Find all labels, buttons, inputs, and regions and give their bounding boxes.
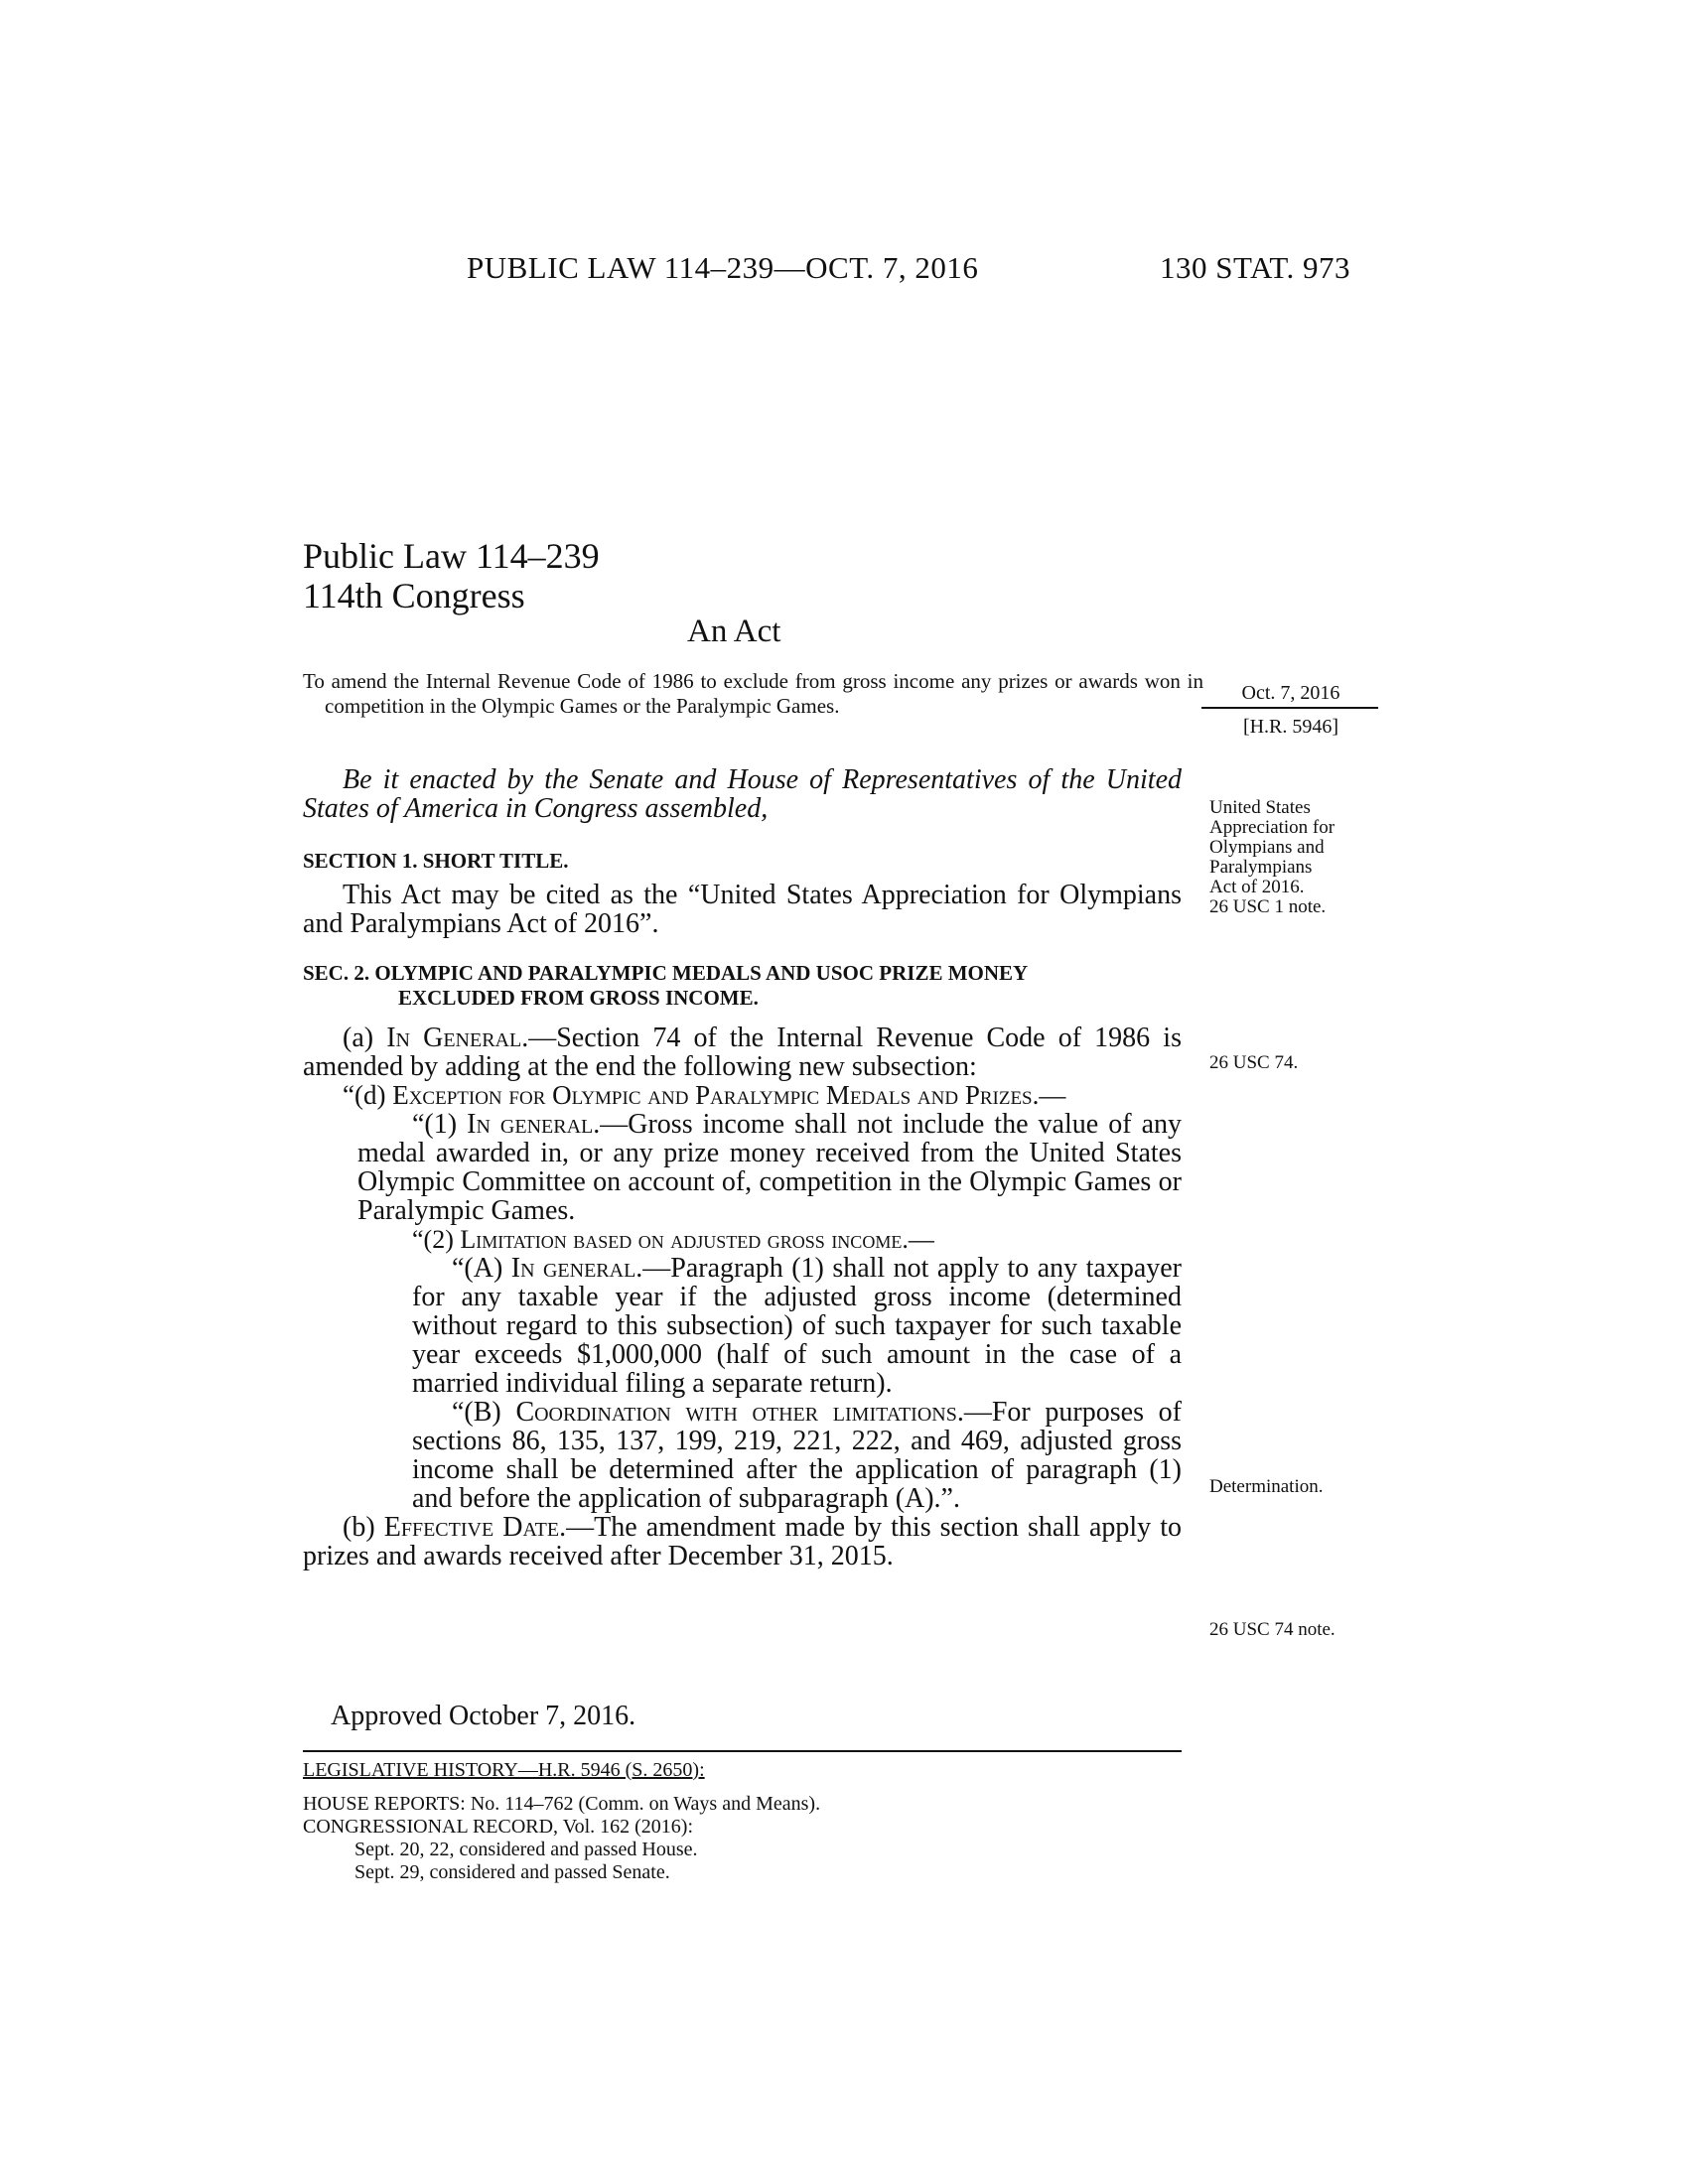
paragraph-2-text: .—: [902, 1225, 934, 1254]
subsection-b-caption: Effective Date: [383, 1512, 560, 1543]
subsection-d-caption: Exception for Olympic and Paralympic Medals and Prizes: [392, 1080, 1033, 1110]
sidebar-determination: Determination.: [1209, 1476, 1324, 1497]
congressional-record: CONGRESSIONAL RECORD, Vol. 162 (2016):: [303, 1816, 693, 1838]
section-1-text: This Act may be cited as the “United States Appreciation for Olympians and Paralympians Act of 2016”.: [303, 880, 1182, 939]
sidebar-enactment-date: Oct. 7, 2016: [1241, 682, 1340, 704]
paragraph-1-caption: In general: [467, 1109, 594, 1140]
subparagraph-B-label: “(B): [452, 1397, 516, 1428]
paragraph-1-text: .—Gross income shall not include the value of any medal awarded in, or any prize money received from the United States Olympic Committee on account of, competition in the Olympic Games or Paralympic Games.: [357, 1109, 1183, 1226]
subparagraph-A: [303, 1254, 1182, 1398]
approval-date: Approved October 7, 2016.: [331, 1701, 636, 1731]
sidebar-usc-74: 26 USC 74.: [1209, 1052, 1299, 1073]
subparagraph-B-caption: Coordination with other limitations: [515, 1397, 957, 1428]
subparagraph-A-label: “(A): [452, 1253, 511, 1284]
running-header-title: PUBLIC LAW 114–239—OCT. 7, 2016: [467, 250, 979, 285]
an-act-heading: An Act: [687, 614, 781, 649]
sidebar-short-title-note: [1209, 798, 1388, 917]
history-entry: Sept. 29, considered and passed Senate.: [354, 1861, 670, 1883]
sidebar-note-line: 26 USC 1 note.: [1209, 896, 1327, 917]
subsection-a-text: .—Section 74 of the Internal Revenue Code of 1986 is amended by adding at the end the following new subsection:: [303, 1023, 1182, 1082]
subsection-d-text: .—: [1032, 1080, 1066, 1110]
subsection-a: [303, 1024, 1182, 1081]
paragraph-1-label: “(1): [412, 1109, 468, 1140]
legislative-history-heading: LEGISLATIVE HISTORY—H.R. 5946 (S. 2650):: [303, 1759, 705, 1781]
paragraph-2-label: “(2): [412, 1225, 461, 1254]
subparagraph-A-text: .—Paragraph (1) shall not apply to any taxpayer for any taxable year if the adjusted gross income (determined without regard to this subsection) of such taxpayer for such taxable year exceeds $1,000,000 (half of such amount in the case of a married individual filing a separate return).: [412, 1253, 1182, 1399]
legislative-history-list: [303, 1793, 820, 1884]
stat-page-reference: 130 STAT. 973: [1160, 250, 1351, 285]
sidebar-note-line: Appreciation for: [1209, 817, 1336, 838]
subparagraph-A-caption: In general: [510, 1253, 636, 1284]
history-entry: Sept. 20, 22, considered and passed House.: [354, 1839, 698, 1860]
paragraph-2-caption: Limitation based on adjusted gross income: [460, 1225, 903, 1254]
sidebar-bill-number: [H.R. 5946]: [1242, 716, 1339, 738]
enacting-clause: [303, 765, 1182, 823]
subsection-d-label: “(d): [343, 1080, 393, 1110]
house-reports: HOUSE REPORTS: No. 114–762 (Comm. on Ways and Means).: [303, 1793, 821, 1815]
subsection-d: [303, 1081, 1182, 1110]
congress-number: 114th Congress: [303, 576, 525, 615]
section-1-heading: SECTION 1. SHORT TITLE.: [303, 849, 569, 873]
subparagraph-B-text: .—For purposes of sections 86, 135, 137, 199, 219, 221, 222, and 469, adjusted gross income shall be determined after the application of paragraph (1) and before the application of subparagraph (A).”.: [412, 1397, 1182, 1514]
sidebar-note-line: Olympians and: [1209, 837, 1325, 858]
section-2-body: [303, 1024, 1182, 1570]
section-2-heading-line2: EXCLUDED FROM GROSS INCOME.: [398, 986, 759, 1010]
sidebar-note-line: Paralympians: [1209, 857, 1313, 878]
sidebar-rule: [1201, 707, 1378, 709]
section-2-heading: [303, 961, 1182, 1011]
public-law-number: Public Law 114–239: [303, 536, 600, 576]
subsection-a-label: (a): [343, 1023, 387, 1053]
subparagraph-B: [303, 1398, 1182, 1513]
section-2-heading-line1: SEC. 2. OLYMPIC AND PARALYMPIC MEDALS AND USOC PRIZE MONEY: [303, 961, 1029, 985]
subsection-b-text: .—The amendment made by this section shall apply to prizes and awards received after December 31, 2015.: [303, 1512, 1183, 1571]
sidebar-usc-74-note: 26 USC 74 note.: [1209, 1619, 1336, 1640]
legislative-history-rule: [303, 1750, 1182, 1752]
section-1-text-block: [303, 881, 1182, 938]
subsection-a-caption: In General: [386, 1023, 522, 1053]
enacting-clause-text: Be it enacted by the Senate and House of Representatives of the United States of America in Congress assembled,: [303, 764, 1182, 824]
subsection-b-label: (b): [343, 1512, 384, 1543]
paragraph-1: [303, 1110, 1182, 1225]
paragraph-2: [303, 1225, 1182, 1254]
act-purpose: To amend the Internal Revenue Code of 1986 to exclude from gross income any prizes or awards won in competition in the Olympic Games or the Paralympic Games.: [303, 669, 1203, 718]
sidebar-note-line: Act of 2016.: [1209, 877, 1305, 897]
sidebar-note-line: United States: [1209, 797, 1311, 818]
subsection-b: [303, 1513, 1182, 1570]
